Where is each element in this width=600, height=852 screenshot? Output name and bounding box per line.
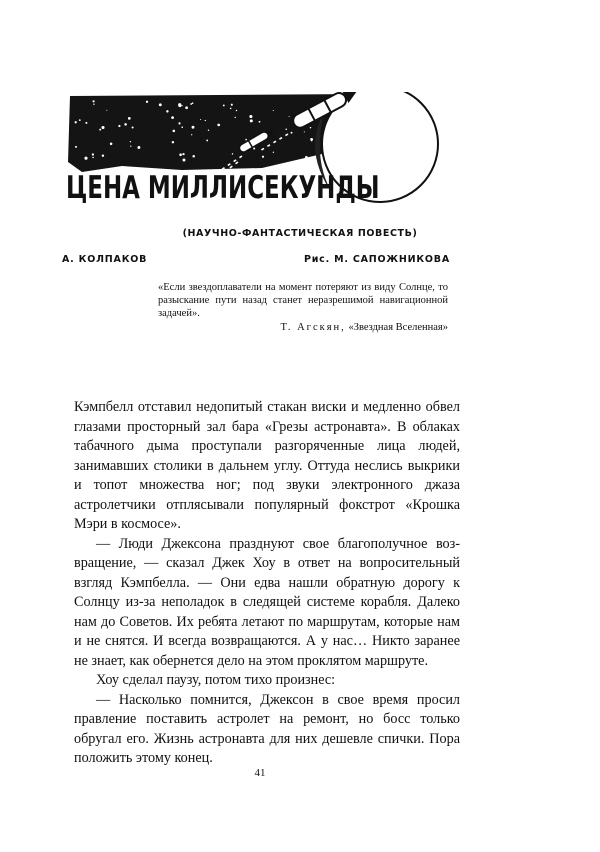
paragraph: Хоу сделал паузу, потом тихо произнес: [96,672,336,688]
story-title: ЦЕНА МИЛЛИСЕКУНДЫ [66,170,380,206]
star-dot [200,119,201,120]
star-dot [289,116,290,117]
star-dot [259,121,261,123]
star-dot [190,103,192,105]
star-dot [236,110,237,111]
star-dot [217,124,220,127]
star-dot [232,153,234,155]
star-dot [205,120,206,121]
star-dot [166,110,168,112]
star-dot [291,132,293,134]
star-dot [245,139,247,141]
story-body [74,398,460,769]
star-dot [92,153,94,155]
star-dot [75,121,77,123]
star-dot [304,131,305,132]
star-dot [124,123,127,126]
star-dot [182,105,183,106]
star-dot [273,152,274,153]
star-dot [183,159,186,162]
star-dot [273,110,274,111]
epigraph-work: «Звездная Вселенная» [348,322,448,333]
star-dot [171,116,174,119]
star-dot [137,146,140,149]
star-dot [252,139,254,141]
star-dot [75,146,77,148]
star-dot [173,130,176,133]
star-dot [106,110,107,111]
star-dot [130,141,131,142]
star-dot [128,117,131,120]
story-subtitle: (НАУЧНО-ФАНТАСТИЧЕСКАЯ ПОВЕСТЬ) [182,228,418,239]
star-dot [285,128,287,130]
star-dot [250,119,253,122]
author-name: А. КОЛПАКОВ [62,254,148,265]
star-dot [93,100,95,102]
page-number: 41 [254,767,266,779]
star-dot [302,119,304,121]
star-dot [118,125,120,127]
star-dot [181,126,183,128]
star-dot [235,117,236,118]
star-dot [192,126,195,129]
illustrator-credit: Рис. М. САПОЖНИКОВА [303,254,450,265]
star-dot [92,157,94,159]
star-dot [249,115,252,118]
epigraph-source [158,321,448,334]
star-dot [84,157,87,160]
star-dot [130,145,131,146]
star-dot [262,156,264,158]
star-dot [178,103,181,106]
star-dot [172,141,174,143]
paragraph: Кэмпбелл отставил недопитый стакан виски и медленно обвел глазами просторный зал бара «Грезы астронавта». В облаках табачного дыма проступали разгоряченные лица людей, занимавших столики в дальнем углу. Оттуда неслись выкрики и топот множества ног; под звуки электронного джаза астролетчики отплясывали популярный фокстрот «Крошка Мэри в космосе». [74,399,460,532]
star-dot [179,153,182,156]
star-dot [101,126,104,129]
star-dot [311,140,312,141]
star-dot [132,126,134,128]
star-dot [206,139,208,141]
paragraph: — Люди Джексона празднуют свое благополучное возвращение, — сказал Джек Хоу в ответ на вопросительный взгляд Кэмпбелла. — Они едва нашли обратную дорогу к Солнцу из-за неполадок в следящей системе корабля. Далеко нам до Советов. Их ребята летают по маршрутам, которые нам и не снятся. И всегда возвращаются. А у нас… Никто заранее не знает, как обернется дело на этом проклятом маршруте. [74,535,460,669]
star-dot [305,156,308,159]
star-dot [102,154,104,156]
epigraph-quote: «Если звездоплаватели на момент потеряют из виду Солнце, то разыскание пути назад станет неразрешимой навигационной задачей». [158,282,448,319]
star-dot [178,122,180,124]
star-dot [159,103,162,106]
epigraph-author: Т. Агскян, [280,322,346,333]
paragraph: — Насколько помнится, Джексон в свое время просил правление поставить астролет на ремонт, но босс только обругал его. Жизнь астронавта для них дешевле спички. Пора положить этому конец. [74,691,460,766]
star-dot [310,127,312,129]
star-dot [192,155,195,158]
star-dot [253,147,255,149]
star-dot [182,153,184,155]
star-dot [85,122,87,124]
star-dot [208,130,209,131]
star-dot [93,104,94,105]
star-dot [231,104,233,106]
star-dot [110,143,113,146]
star-dot [230,108,232,110]
star-dot [223,104,225,106]
star-dot [99,129,101,131]
star-dot [146,101,148,103]
star-dot [79,119,81,121]
star-dot [191,134,192,135]
star-dot [185,106,188,109]
